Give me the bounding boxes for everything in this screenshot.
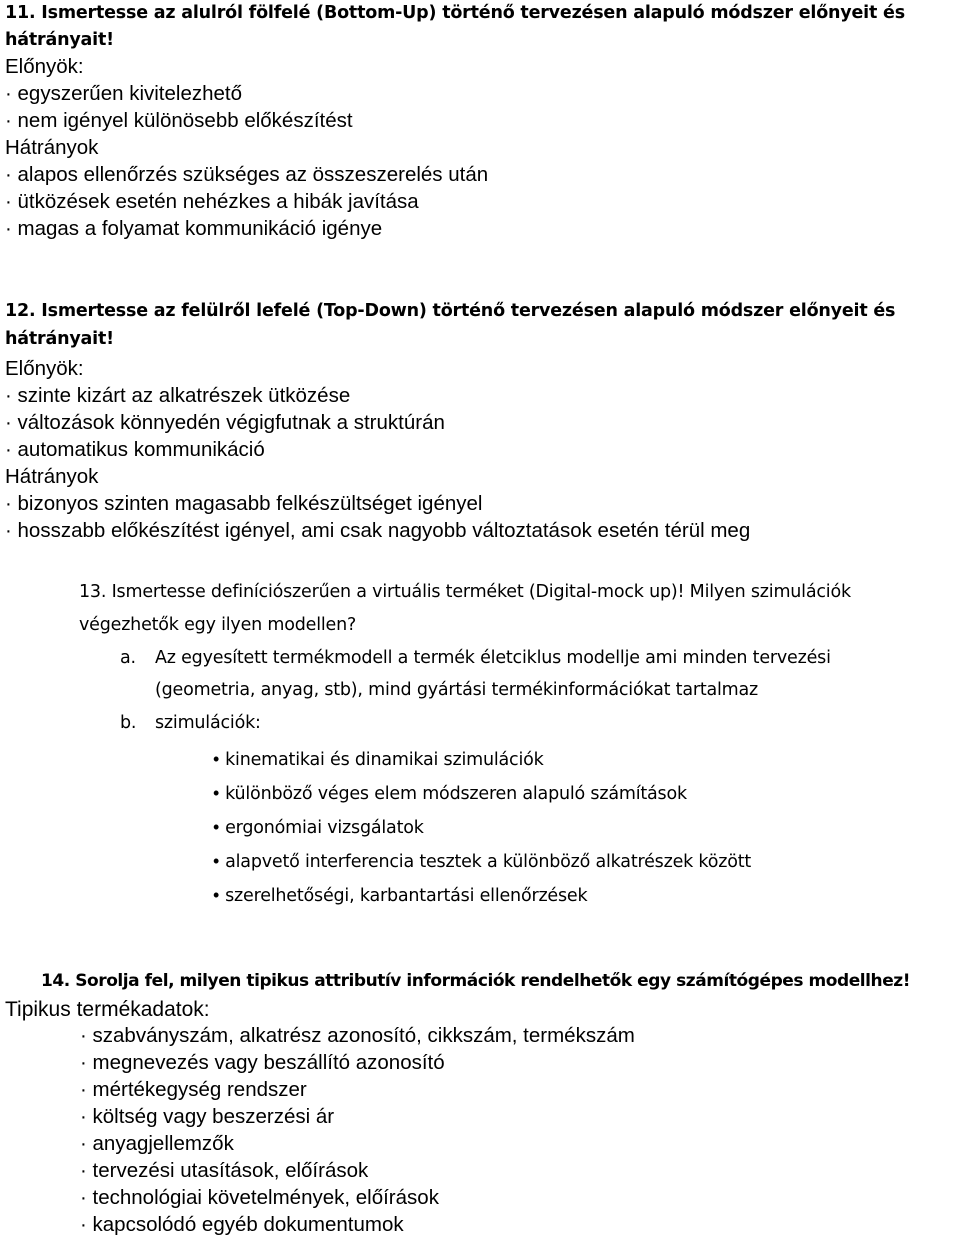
bullet-icon: • — [213, 885, 220, 905]
bullet-icon: • — [213, 783, 220, 803]
q11-con-item: · alapos ellenőrzés szükséges az összeszerelés után — [5, 163, 489, 186]
bullet-icon: • — [213, 851, 220, 871]
q11-pro-item: · nem igényel különösebb előkészítést — [5, 109, 353, 132]
q13-a-line2: (geometria, anyag, stb), mind gyártási termékinformációkat tartalmaz — [155, 680, 759, 700]
q13-sim-item — [213, 750, 544, 770]
q11-pros-heading: Előnyök: — [5, 55, 84, 78]
q11-pro-item: · egyszerűen kivitelezhető — [5, 82, 243, 105]
q13-sim-text: különböző véges elem módszeren alapuló számítások — [225, 784, 687, 804]
q13-a-marker: a. — [120, 648, 136, 668]
q13-sim-item — [213, 886, 587, 906]
q13-b-marker: b. — [120, 713, 137, 733]
q14-item: · tervezési utasítások, előírások — [80, 1159, 369, 1182]
q12-con-item: · hosszabb előkészítést igényel, ami csak nagyobb változtatások esetén térül meg — [5, 519, 751, 542]
q12-con-item: · bizonyos szinten magasabb felkészültséget igényel — [5, 492, 483, 515]
bullet-icon: • — [213, 817, 220, 837]
q13-title-line1: 13. Ismertesse definíciószerűen a virtuális terméket (Digital-mock up)! Milyen szimulációk — [79, 582, 851, 602]
q14-item: · megnevezés vagy beszállító azonosító — [80, 1051, 445, 1074]
q13-sim-item — [213, 852, 751, 872]
q13-a-line1: Az egyesített termékmodell a termék életciklus modellje ami minden tervezési — [155, 648, 831, 668]
q13-title-line2: végezhetők egy ilyen modellen? — [79, 615, 357, 635]
q13-sim-item — [213, 784, 687, 804]
q12-pro-item: · automatikus kommunikáció — [5, 438, 265, 461]
q14-item: · szabványszám, alkatrész azonosító, cikkszám, termékszám — [80, 1024, 635, 1047]
q13-b-text: szimulációk: — [155, 713, 261, 733]
q12-pro-item: · változások könnyedén végigfutnak a struktúrán — [5, 411, 445, 434]
q14-title: 14. Sorolja fel, milyen tipikus attributív információk rendelhetők egy számítógépes modellhez! — [41, 971, 911, 991]
q14-item: · anyagjellemzők — [80, 1132, 234, 1155]
q12-pros-heading: Előnyök: — [5, 357, 84, 380]
q12-title-line2: hátrányait! — [5, 329, 114, 349]
q14-item: · költség vagy beszerzési ár — [80, 1105, 335, 1128]
q11-title-line1: 11. Ismertesse az alulról fölfelé (Bottom-Up) történő tervezésen alapuló módszer előnyeit és — [5, 3, 905, 23]
q11-cons-heading: Hátrányok — [5, 136, 99, 159]
q14-item: · technológiai követelmények, előírások — [80, 1186, 439, 1209]
q14-heading: Tipikus termékadatok: — [5, 998, 210, 1021]
q12-cons-heading: Hátrányok — [5, 465, 99, 488]
q14-item: · mértékegység rendszer — [80, 1078, 307, 1101]
q14-item: · kapcsolódó egyéb dokumentumok — [80, 1213, 404, 1236]
q13-sim-text: szerelhetőségi, karbantartási ellenőrzések — [225, 886, 588, 906]
bullet-icon: • — [213, 749, 220, 769]
q12-pro-item: · szinte kizárt az alkatrészek ütközése — [5, 384, 351, 407]
q13-sim-item — [213, 818, 424, 838]
q12-title-line1: 12. Ismertesse az felülről lefelé (Top-Down) történő tervezésen alapuló módszer előnyeit és — [5, 301, 896, 321]
q11-con-item: · ütközések esetén nehézkes a hibák javítása — [5, 190, 419, 213]
q11-con-item: · magas a folyamat kommunikáció igénye — [5, 217, 383, 240]
q11-title-line2: hátrányait! — [5, 30, 114, 50]
q13-sim-text: kinematikai és dinamikai szimulációk — [225, 750, 544, 770]
q13-sim-text: ergonómiai vizsgálatok — [225, 818, 424, 838]
q13-sim-text: alapvető interferencia tesztek a különböző alkatrészek között — [225, 852, 752, 872]
